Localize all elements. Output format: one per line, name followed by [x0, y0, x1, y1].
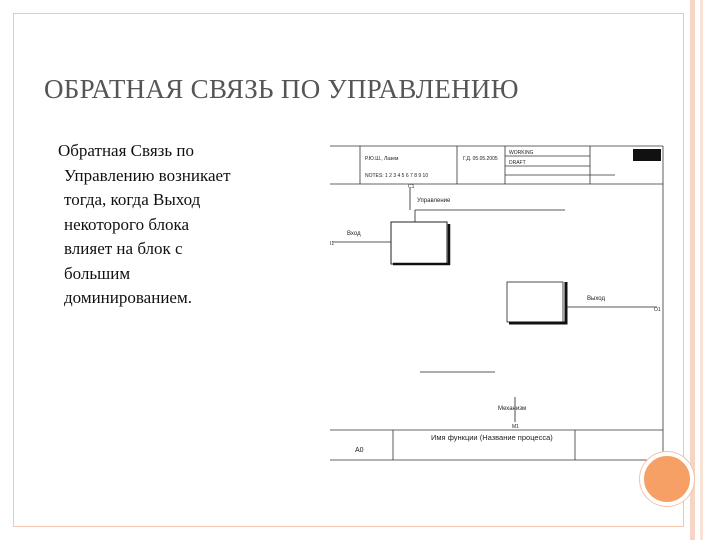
decor-stripe-thin	[700, 0, 703, 540]
header-notes: NOTES: 1 2 3 4 5 6 7 8 9 10	[365, 173, 429, 179]
footer-node: A0	[355, 447, 364, 454]
body-text	[58, 139, 308, 311]
header-status-draft: DRAFT	[509, 160, 526, 166]
idef0-svg	[325, 142, 670, 462]
header-author: Р.Ю.Ш., Лазем	[365, 156, 399, 162]
label-m1: M1	[512, 424, 519, 430]
label-c1: C1	[408, 184, 415, 190]
header-status-working: WORKING	[509, 150, 534, 156]
decor-circle	[640, 452, 694, 506]
idef0-diagram	[325, 142, 670, 467]
body-line: влияет на блок с	[64, 239, 183, 258]
body-line: Управлению возникает	[64, 165, 231, 185]
label-i1: I1	[330, 241, 335, 247]
body-line: Обратная Связь по	[58, 141, 194, 160]
footer-title: Имя функции (Название процесса)	[431, 433, 553, 442]
body-line: некоторого блока	[64, 214, 190, 234]
label-output: Выход	[587, 296, 605, 302]
label-input: Вход	[347, 231, 361, 237]
body-line: большим	[64, 263, 131, 283]
decor-stripe	[690, 0, 695, 540]
body-line: доминированием.	[64, 288, 192, 307]
header-date: Г.Д. 05.05.2005	[463, 156, 498, 162]
label-control: Управление	[417, 198, 451, 204]
label-mechanism: Механизм	[498, 406, 527, 412]
body-line: тогда, когда Выход	[64, 190, 201, 209]
slide-title: ОБРАТНАЯ СВЯЗЬ ПО УПРАВЛЕНИЮ	[44, 74, 519, 104]
label-o1: O1	[654, 307, 661, 313]
